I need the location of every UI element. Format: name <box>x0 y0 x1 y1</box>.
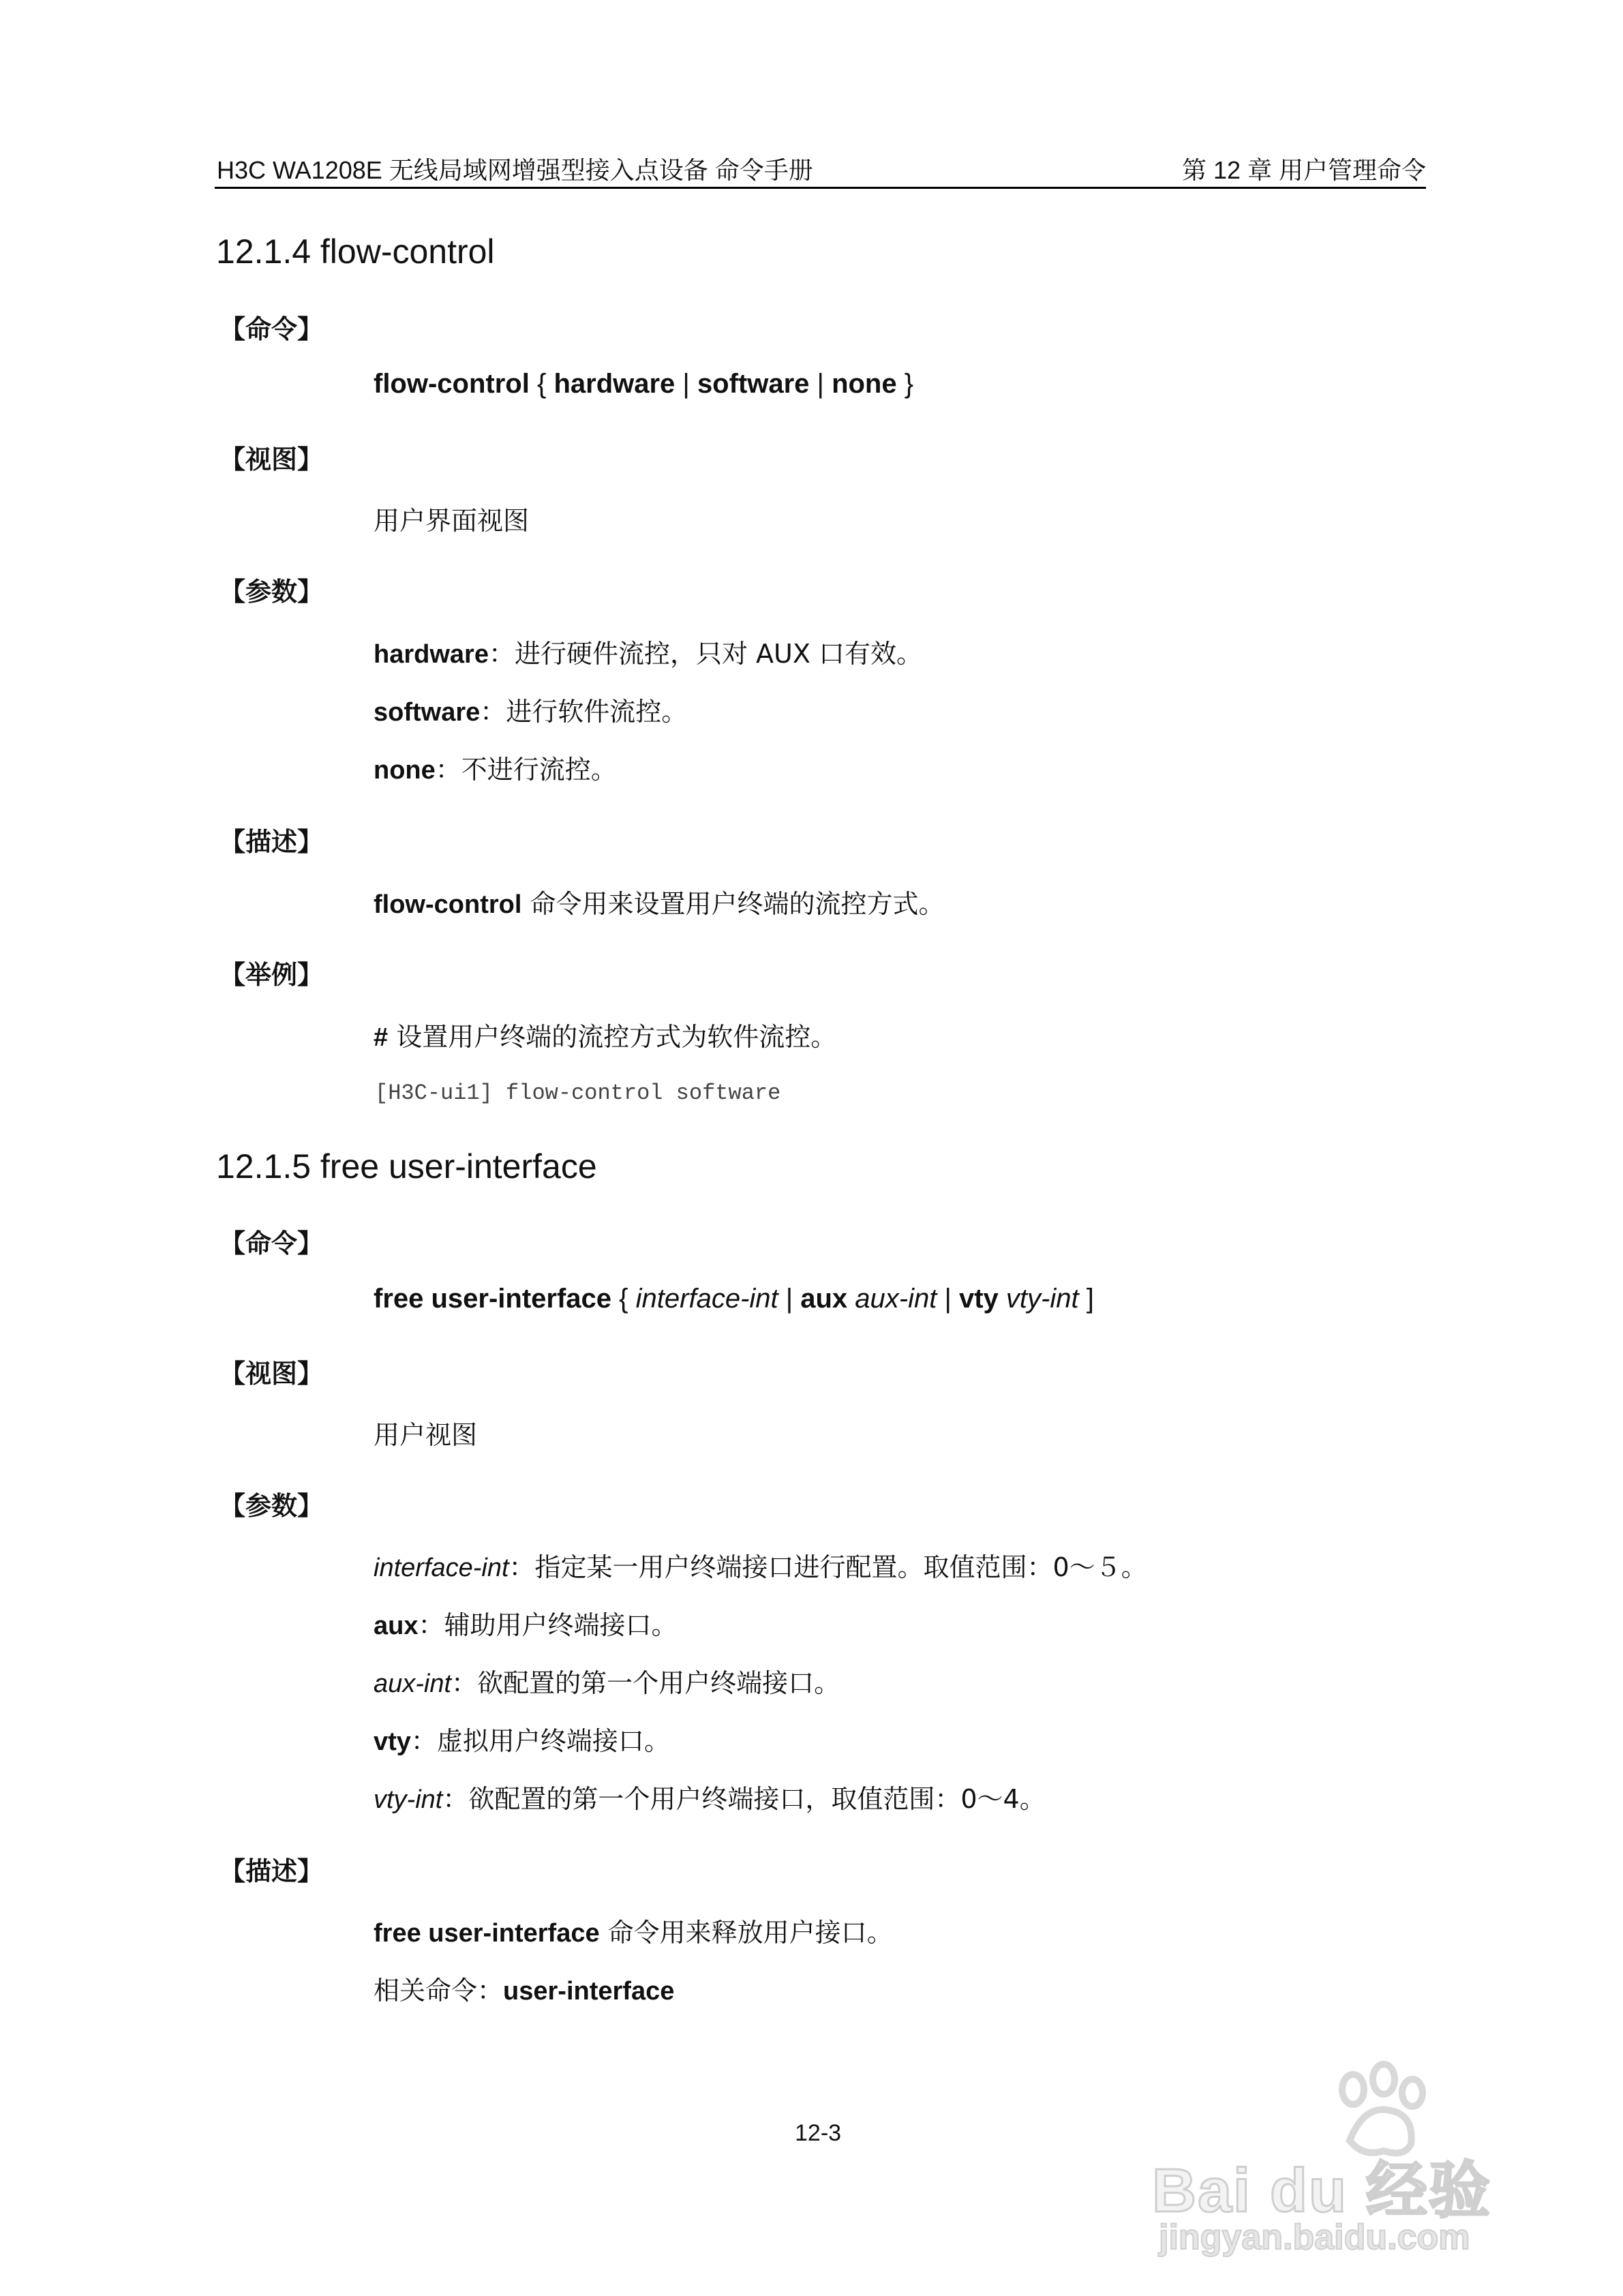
watermark-url: jingyan.baidu.com <box>1159 2218 1470 2257</box>
description-body: 命令用来释放用户接口。 <box>599 1918 893 1948</box>
syntax-brace-close: } <box>896 369 914 399</box>
baidu-watermark <box>1152 2059 1534 2256</box>
example-code: [H3C-ui1] flow-control software <box>375 1081 781 1106</box>
param-item <box>374 1778 1046 1815</box>
param-item <box>374 749 617 786</box>
syntax-brace-open: { <box>611 1284 636 1314</box>
syntax-separator: | <box>809 369 832 399</box>
param-desc: ：辅助用户终端接口。 <box>418 1610 678 1640</box>
watermark-logo-text: Bai du 经验 <box>1152 2157 1492 2225</box>
label-description: 【描述】 <box>219 827 324 857</box>
syntax-command: flow-control <box>374 369 530 399</box>
param-name: vty <box>374 1727 411 1756</box>
param-desc: ：进行硬件流控，只对 AUX 口有效。 <box>488 639 922 669</box>
label-example: 【举例】 <box>219 960 324 990</box>
view-text: 用户视图 <box>374 1420 478 1450</box>
syntax-option-none: none <box>832 369 897 399</box>
description-command: free user-interface <box>374 1919 600 1948</box>
param-name: vty-int <box>374 1785 443 1814</box>
header-rule <box>215 187 1426 189</box>
param-name: software <box>374 698 481 727</box>
param-name: interface-int <box>374 1554 509 1582</box>
section-title-free-user-interface: 12.1.5 free user-interface <box>216 1147 597 1185</box>
param-name: none <box>374 756 436 785</box>
param-name: aux-int <box>374 1670 452 1698</box>
command-syntax <box>374 1283 1094 1314</box>
param-item <box>374 1720 670 1757</box>
example-comment <box>374 1016 836 1053</box>
param-desc: ：虚拟用户终端接口。 <box>410 1726 670 1756</box>
syntax-brace-open: { <box>529 369 554 399</box>
description-text <box>374 883 945 920</box>
syntax-keyword-aux: aux <box>800 1284 848 1314</box>
syntax-arg-aux-int: aux-int <box>847 1284 937 1314</box>
syntax-bracket-close: ] <box>1078 1284 1094 1314</box>
syntax-command: free user-interface <box>374 1284 612 1314</box>
running-header-left: H3C WA1208E 无线局域网增强型接入点设备 命令手册 <box>217 156 813 184</box>
param-name: aux <box>374 1612 419 1640</box>
param-item <box>374 1662 840 1700</box>
related-command-link: user-interface <box>503 1977 675 2006</box>
running-header-right: 第 12 章 用户管理命令 <box>1181 156 1426 184</box>
label-view: 【视图】 <box>219 444 324 474</box>
description-body: 命令用来设置用户终端的流控方式。 <box>521 889 945 919</box>
param-item <box>374 1604 678 1642</box>
label-command: 【命令】 <box>219 1228 324 1258</box>
label-description: 【描述】 <box>219 1856 324 1886</box>
related-commands <box>374 1969 674 2007</box>
syntax-keyword-vty: vty <box>958 1284 999 1314</box>
description-command: flow-control <box>374 890 522 919</box>
command-syntax <box>374 368 913 399</box>
syntax-separator: | <box>937 1284 959 1314</box>
label-params: 【参数】 <box>219 1491 324 1521</box>
param-item <box>374 691 687 728</box>
syntax-separator: | <box>778 1284 801 1314</box>
syntax-option-software: software <box>697 369 810 399</box>
syntax-separator: | <box>675 369 697 399</box>
param-desc: ：欲配置的第一个用户终端接口，取值范围：0～4。 <box>442 1784 1046 1814</box>
example-hash: # <box>374 1023 389 1052</box>
related-label: 相关命令： <box>374 1976 504 2006</box>
syntax-option-hardware: hardware <box>553 369 676 399</box>
description-text <box>374 1912 893 1949</box>
page-number: 12-3 <box>795 2120 842 2146</box>
param-item <box>374 1546 1147 1584</box>
param-name: hardware <box>374 640 489 669</box>
example-comment-text: 设置用户终端的流控方式为软件流控。 <box>388 1022 837 1052</box>
param-desc: ：指定某一用户终端接口进行配置。取值范围：0～５。 <box>509 1552 1147 1582</box>
label-view: 【视图】 <box>219 1359 324 1389</box>
param-desc: ：欲配置的第一个用户终端接口。 <box>451 1668 840 1698</box>
param-desc: ：不进行流控。 <box>435 755 617 785</box>
syntax-arg-vty-int: vty-int <box>998 1284 1079 1314</box>
param-desc: ：进行软件流控。 <box>480 697 688 727</box>
view-text: 用户界面视图 <box>374 506 530 536</box>
label-params: 【参数】 <box>219 577 324 607</box>
label-command: 【命令】 <box>219 314 324 344</box>
syntax-arg-interface-int: interface-int <box>635 1284 778 1314</box>
param-item <box>374 633 922 670</box>
section-title-flow-control: 12.1.4 flow-control <box>216 232 495 271</box>
